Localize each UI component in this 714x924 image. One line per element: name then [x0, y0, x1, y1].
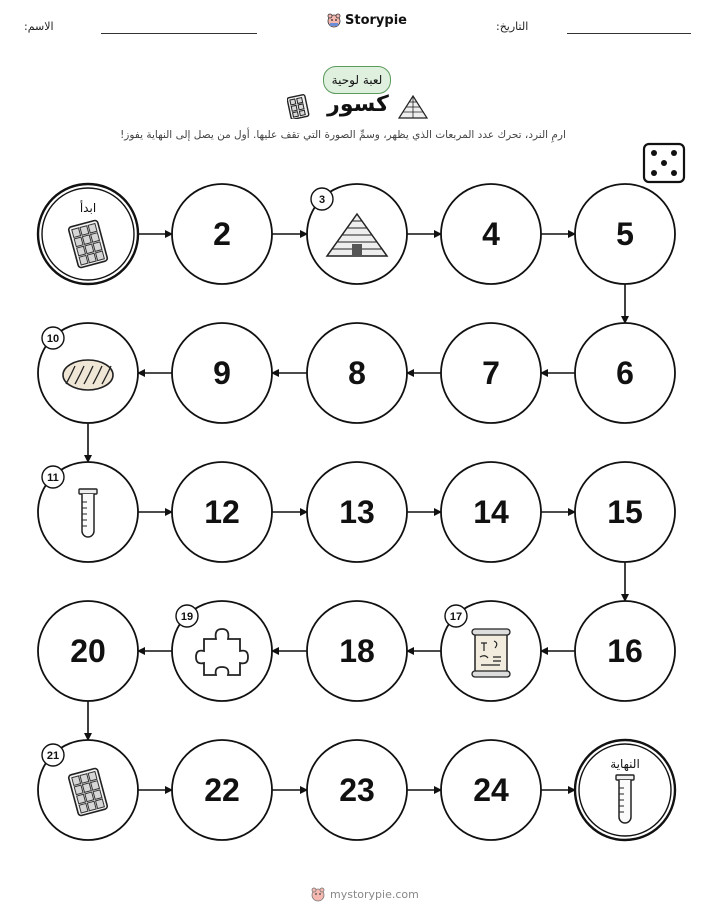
- papyrus-scroll-icon: [472, 629, 510, 677]
- board-square-19[interactable]: [172, 601, 272, 701]
- board-square-18[interactable]: [307, 601, 407, 701]
- square-number: 15: [607, 494, 643, 530]
- start-square[interactable]: [38, 184, 138, 284]
- square-number: 5: [616, 216, 634, 252]
- footer: [310, 886, 419, 902]
- board-square-20[interactable]: [38, 601, 138, 701]
- square-number: 4: [482, 216, 500, 252]
- date-label: التاريخ:: [496, 20, 529, 33]
- square-number: 13: [339, 494, 375, 530]
- square-number-badge: 10: [46, 333, 60, 345]
- square-number: 14: [473, 494, 509, 530]
- square-number: 24: [473, 772, 509, 808]
- square-number: 22: [204, 772, 240, 808]
- square-number: 12: [204, 494, 240, 530]
- board-square-3[interactable]: [307, 184, 407, 284]
- square-number: 16: [607, 633, 643, 669]
- test-tube-icon: [79, 489, 97, 537]
- square-number: 20: [70, 633, 106, 669]
- board-square-24[interactable]: [441, 740, 541, 840]
- square-number-badge: 21: [46, 750, 60, 762]
- bread-icon: [63, 360, 113, 390]
- name-label: الاسم:: [24, 20, 54, 33]
- square-number: 7: [482, 355, 500, 391]
- square-number: 6: [616, 355, 634, 391]
- board-square-10[interactable]: [38, 323, 138, 423]
- board-square-22[interactable]: [172, 740, 272, 840]
- board-square-14[interactable]: [441, 462, 541, 562]
- board-square-7[interactable]: [441, 323, 541, 423]
- board-square-9[interactable]: [172, 323, 272, 423]
- board-square-2[interactable]: [172, 184, 272, 284]
- board-square-8[interactable]: [307, 323, 407, 423]
- finish-square[interactable]: [575, 740, 675, 840]
- square-number: 23: [339, 772, 375, 808]
- brand-name: Storypie: [345, 12, 407, 28]
- board-square-13[interactable]: [307, 462, 407, 562]
- square-number: 9: [213, 355, 231, 391]
- square-number-badge: 11: [47, 472, 59, 484]
- instructions-text: ارمِ النرد، تحرك عدد المربعات الذي يظهر، وسمِّ الصورة التي تقف عليها. أول من يصل إلى النهاية يفوز!: [120, 129, 566, 141]
- square-number-badge: 17: [449, 611, 463, 623]
- page-title: كسور: [327, 92, 389, 117]
- square-number: 18: [339, 633, 375, 669]
- square-number: 2: [213, 216, 231, 252]
- square-number: 8: [348, 355, 366, 391]
- footer-site[interactable]: mystorypie.com: [330, 887, 419, 901]
- board-square-21[interactable]: [38, 740, 138, 840]
- board-square-16[interactable]: [575, 601, 675, 701]
- finish-label: النهاية: [610, 757, 640, 771]
- board-square-6[interactable]: [575, 323, 675, 423]
- square-number-badge: 3: [318, 194, 326, 206]
- board-square-5[interactable]: [575, 184, 675, 284]
- board-square-23[interactable]: [307, 740, 407, 840]
- board-square-15[interactable]: [575, 462, 675, 562]
- board-square-4[interactable]: [441, 184, 541, 284]
- board-square-17[interactable]: [441, 601, 541, 701]
- square-number-badge: 19: [180, 611, 194, 623]
- board-square-12[interactable]: [172, 462, 272, 562]
- storypie-footer-icon: [310, 886, 326, 902]
- start-label: ابدأ: [79, 201, 97, 215]
- game-type-badge: لعبة لوحية: [323, 66, 391, 94]
- test-tube-icon: [616, 775, 634, 823]
- board-square-11[interactable]: [38, 462, 138, 562]
